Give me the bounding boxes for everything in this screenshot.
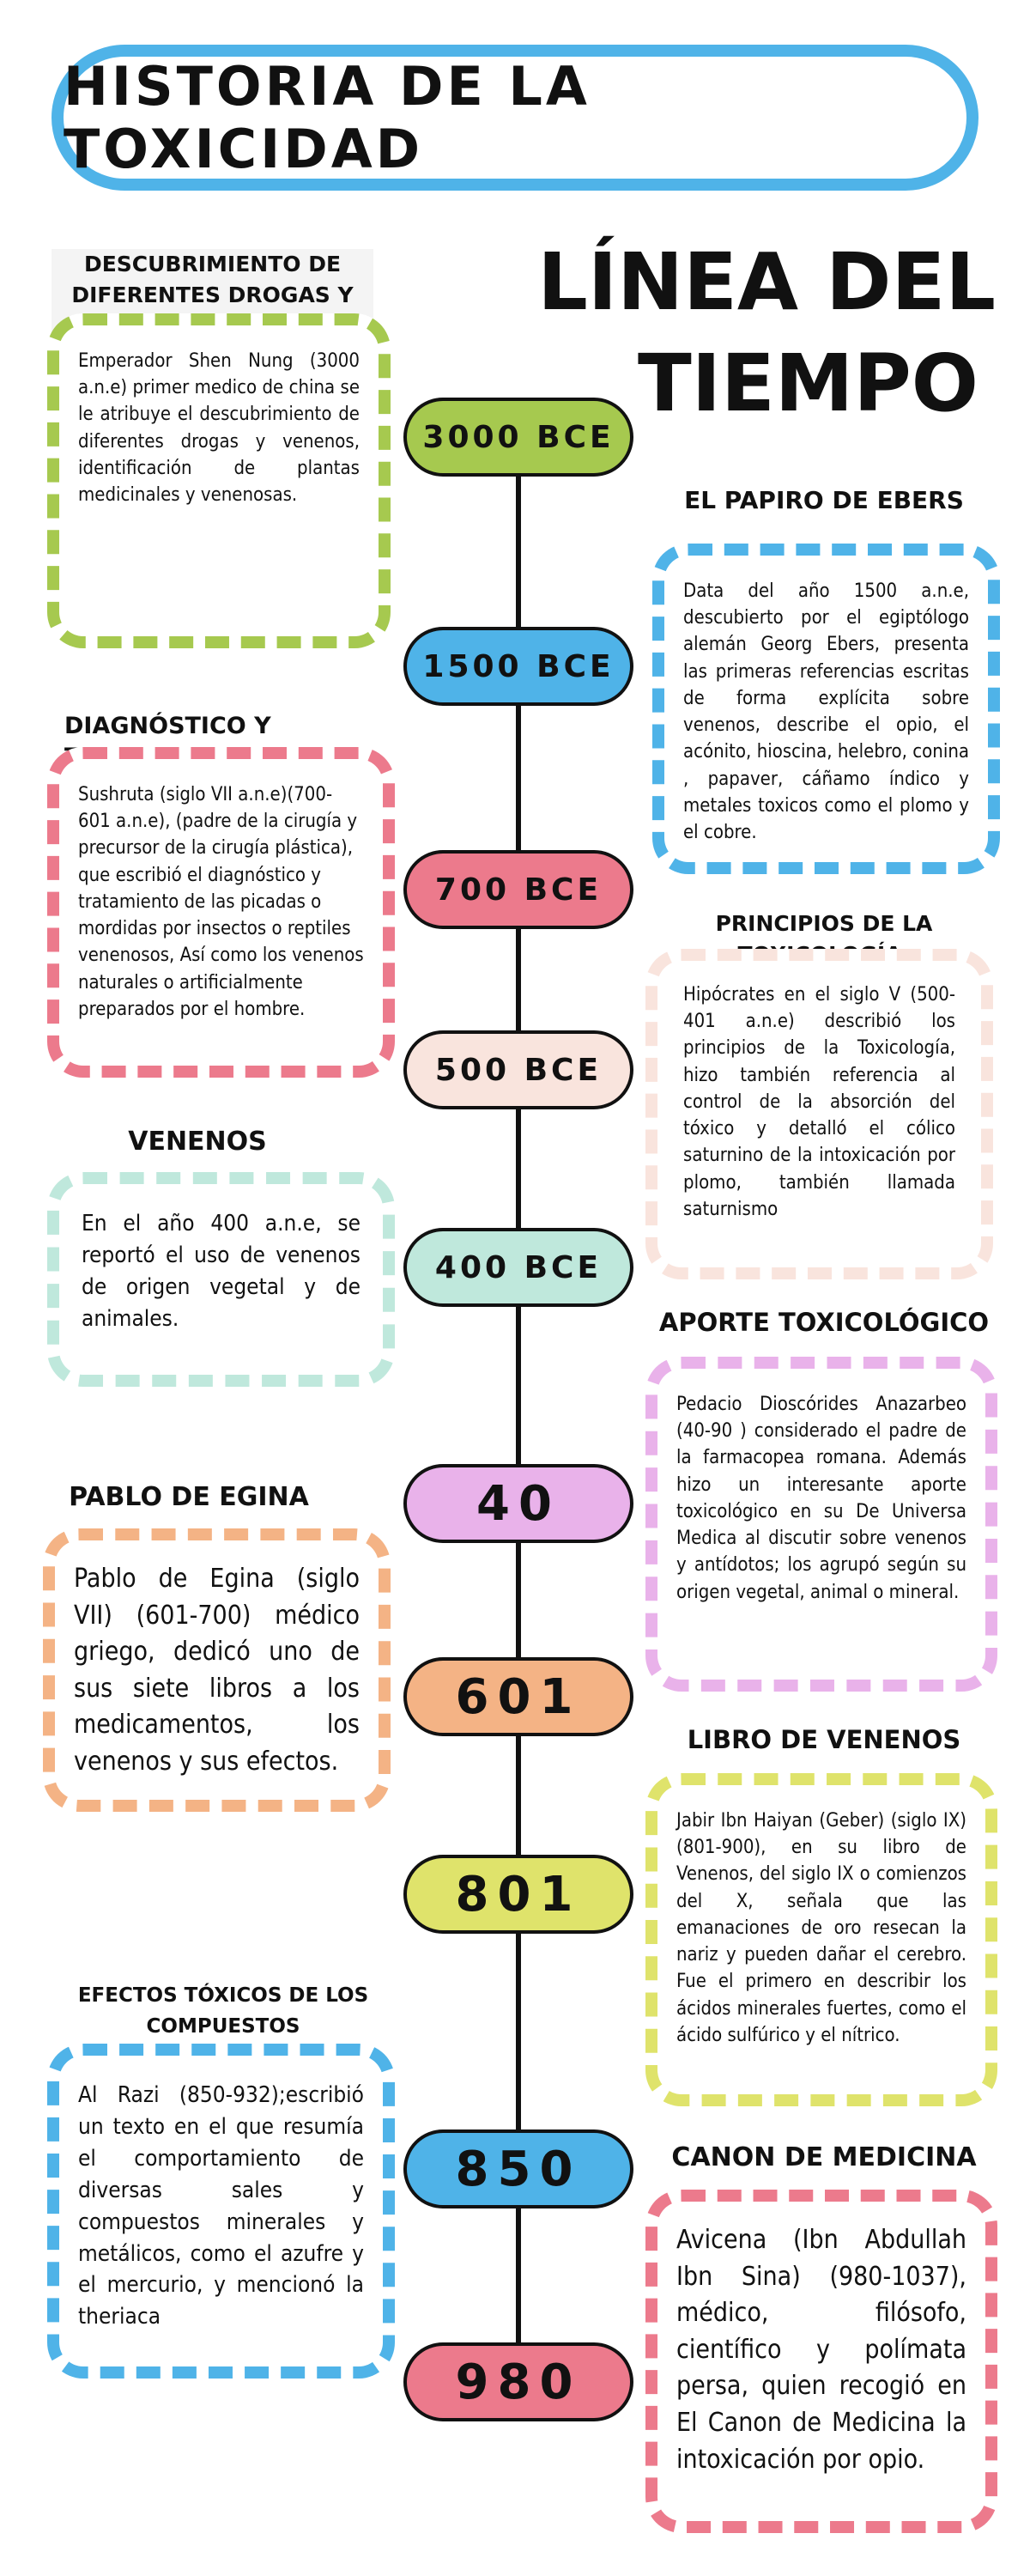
event-card-pablo-egina [43,1528,391,1812]
year-pill-3000-bce: 3000 BCE [403,398,633,477]
event-heading-diagnostico: DIAGNÓSTICO Y [64,713,271,739]
event-text-dioscorides: Pedacio Dioscórides Anazarbeo (40-90 ) considerado el padre de la farmacopea romana. Además hizo un interesante aporte toxicológico en su De Universa Medica al discutir sobre venenos y antídotos; los agrupó según su origen vegetal, animal o mineral. [676,1394,966,1603]
event-heading-aporte: APORTE TOXICOLÓGICO [658,1308,990,1337]
event-text-papiro-ebers: Data del año 1500 a.n.e, descubierto por el egiptólogo alemán Georg Ebers, presenta las primeras referencias escritas de forma explícita sobre venenos, describe el opio, el acónito, hioscina, helebro, conina , papaver, cáñamo índico y metales toxicos como el plomo y el cobre. [683,580,969,844]
event-text-sushruta: Sushruta (siglo VII a.n.e)(700-601 a.n.e), (padre de la cirugía y precursor de la cirugía plástica), que escribió el diagnóstico y tratamiento de las picadas o mordidas por insectos o reptiles venenosos, Así como los venenos naturales o artificialmente preparados por el hombre. [78,784,364,1020]
title-banner [52,45,978,191]
year-pill-400-bce: 400 BCE [403,1228,633,1307]
event-card-venenos-400 [47,1172,395,1387]
event-card-jabir [645,1773,997,2106]
year-pill-700-bce: 700 BCE [403,850,633,929]
event-text-jabir: Jabir Ibn Haiyan (Geber) (siglo IX)(801-900), en su libro de Venenos, del siglo IX o comienzos del X, señala que las emanaciones de oro resecan la nariz y pueden dañar el cerebro. Fue el primero en describir los ácidos minerales fuertes, como el ácido sulfúrico y el nítrico. [676,1810,966,2046]
event-card-sushruta [47,747,395,1078]
year-pill-850: 850 [403,2129,633,2208]
event-card-al-razi [47,2044,395,2379]
year-pill-801: 801 [403,1855,633,1934]
event-heading-canon: CANON DE MEDICINA [671,2142,977,2172]
year-pill-40: 40 [403,1464,633,1543]
subtitle-line-1: LÍNEA DEL [537,236,996,328]
event-card-avicena [645,2190,997,2533]
subtitle-line-2: TIEMPO [637,337,978,429]
event-card-shen-nung [47,313,391,648]
event-heading-efectos: EFECTOS TÓXICOS DE LOS COMPUESTOS [77,1984,369,2038]
event-heading-drogas-venenos: DESCUBRIMIENTO DE DIFERENTES DROGAS Y [52,249,373,342]
event-card-hipocrates [645,949,993,1279]
event-heading-libro-venenos: LIBRO DE VENENOS [687,1725,961,1754]
main-title: HISTORIA DE LA TOXICIDAD [64,55,591,180]
year-pill-500-bce: 500 BCE [403,1030,633,1109]
event-heading-papiro-ebers: EL PAPIRO DE EBERS [684,486,964,514]
event-heading-principios: PRINCIPIOS DE LA [715,911,933,936]
event-text-shen-nung: Emperador Shen Nung (3000 a.n.e) primer medico de china se le atribuye el descubrimiento de diferentes drogas y venenos, identificación de plantas medicinales y venenosas. [78,350,360,507]
year-pill-1500-bce: 1500 BCE [403,627,633,706]
year-pill-601: 601 [403,1657,633,1736]
event-heading-pablo-egina: PABLO DE EGINA [69,1482,309,1512]
event-text-hipocrates: Hipócrates en el siglo V (500-401 a.n.e) describió los principios de la Toxicología, hizo también referencia al control de la absorción del tóxico y detalló el cólico saturnino de la intoxicación por plomo, también llamada saturnismo [683,984,955,1220]
timeline-axis [516,464,521,2396]
year-pill-980: 980 [403,2342,633,2421]
event-heading-venenos: VENENOS [128,1127,267,1157]
event-text-avicena: Avicena (Ibn Abdullah Ibn Sina) (980-1037), médico, filósofo, científico y polímata persa, quien recogió en El Canon de Medicina la intoxicación por opio. [676,2225,966,2475]
event-text-al-razi: Al Razi (850-932);escribió un texto en el que resumía el comportamiento de diversas sales y compuestos minerales y metálicos, como el azufre y el mercurio, y mencionó la theriaca [78,2082,364,2330]
event-card-dioscorides [645,1357,997,1692]
event-text-venenos-400: En el año 400 a.n.e, se reportó el uso de venenos de origen vegetal y de animales. [82,1211,360,1332]
event-text-pablo-egina: Pablo de Egina (siglo VII) (601-700) médico griego, dedicó uno de sus siete libros a los medicamentos, los venenos y sus efectos. [74,1564,360,1777]
event-card-papiro-ebers [652,544,1000,874]
